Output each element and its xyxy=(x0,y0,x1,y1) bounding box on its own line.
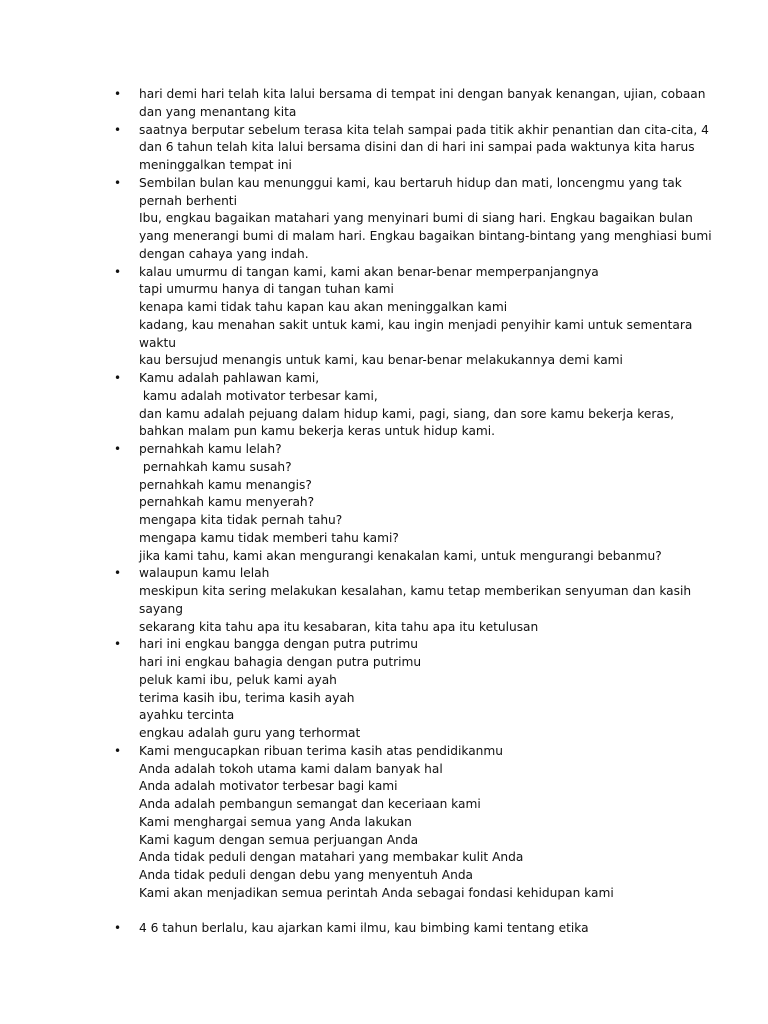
list-item-text-line: pernah berhenti xyxy=(139,193,237,208)
list-item-text-line: meninggalkan tempat ini xyxy=(139,158,292,172)
list-item xyxy=(114,441,674,565)
list-item-text-line: dengan cahaya yang indah. xyxy=(139,246,309,261)
list-item-text-line: kalau umurmu di tangan kami, kami akan benar-benar memperpanjangnya xyxy=(139,264,599,279)
list-item-text-line: mengapa kamu tidak memberi tahu kami? xyxy=(139,530,399,545)
list-item-text-line: Kami kagum dengan semua perjuangan Anda xyxy=(139,832,419,847)
list-item-text-line: Anda adalah tokoh utama kami dalam banyak hal xyxy=(139,761,443,776)
bullet-icon: • xyxy=(114,743,122,758)
bullet-icon: • xyxy=(114,87,122,101)
list-item-text-line: dan yang menantang kita xyxy=(139,104,297,119)
list-item-text-line: mengapa kita tidak pernah tahu? xyxy=(139,513,343,527)
list-item-text-line: pernahkah kamu menyerah? xyxy=(139,495,315,510)
list-item-text-line: saatnya berputar sebelum terasa kita telah sampai pada titik akhir penantian dan cita-cita, 4 xyxy=(139,122,709,137)
list-item-text-line: terima kasih ibu, terima kasih ayah xyxy=(139,690,355,705)
list-item-text-line: Kami akan menjadikan semua perintah Anda sebagai fondasi kehidupan kami xyxy=(139,885,614,900)
bullet-icon: • xyxy=(114,371,122,385)
bullet-icon: • xyxy=(114,442,122,456)
bullet-icon: • xyxy=(114,122,122,137)
bullet-icon: • xyxy=(114,175,122,190)
list-item-text-line: hari ini engkau bangga dengan putra putrimu xyxy=(139,637,419,652)
list-item-text-line: hari demi hari telah kita lalui bersama di tempat ini dengan banyak kenangan, ujian, cobaan xyxy=(139,87,706,101)
list-item xyxy=(114,264,693,371)
list-item-text-line: Anda tidak peduli dengan debu yang menyentuh Anda xyxy=(139,868,474,882)
list-item-text-line: Kamu adalah pahlawan kami, xyxy=(139,371,320,385)
list-item xyxy=(114,920,674,938)
list-item xyxy=(114,565,692,636)
bullet-icon: • xyxy=(114,637,122,652)
list-item-text-line: kamu adalah motivator terbesar kami, xyxy=(139,388,378,403)
list-item-text-line: dan 6 tahun telah kita lalui bersama disini dan di hari ini sampai pada waktunya kita harus xyxy=(139,140,695,155)
list-item-text-line: Sembilan bulan kau menunggui kami, kau bertaruh hidup dan mati, loncengmu yang tak xyxy=(139,175,682,190)
list-item xyxy=(114,743,674,903)
list-item-text-line: Ibu, engkau bagaikan matahari yang menyinari bumi di siang hari. Engkau bagaikan bulan xyxy=(139,211,693,226)
list-item-text-line: Kami menghargai semua yang Anda lakukan xyxy=(139,814,412,829)
list-item-text-line: 4 6 tahun berlalu, kau ajarkan kami ilmu, kau bimbing kami tentang etika xyxy=(139,920,589,935)
list-item-text-line: Anda tidak peduli dengan matahari yang membakar kulit Anda xyxy=(139,850,524,865)
list-item-text-line: Anda adalah motivator terbesar bagi kami xyxy=(139,779,398,794)
list-item-text-line: meskipun kita sering melakukan kesalahan, kamu tetap memberikan senyuman dan kasih xyxy=(139,584,692,598)
list-item xyxy=(114,86,706,122)
list-item-text-line: walaupun kamu lelah xyxy=(139,566,270,581)
list-item xyxy=(114,636,674,743)
list-item-text-line: hari ini engkau bahagia dengan putra putrimu xyxy=(139,655,422,669)
bullet-list xyxy=(114,86,712,937)
list-item-text-line: pernahkah kamu lelah? xyxy=(139,442,282,456)
bullet-icon: • xyxy=(114,920,122,935)
bullet-icon: • xyxy=(114,566,122,581)
list-item-text-line: jika kami tahu, kami akan mengurangi kenakalan kami, untuk mengurangi bebanmu? xyxy=(139,548,662,563)
list-item-text-line: Kami mengucapkan ribuan terima kasih atas pendidikanmu xyxy=(139,743,503,758)
list-item-text-line: pernahkah kamu menangis? xyxy=(139,477,312,492)
bullet-icon: • xyxy=(114,264,122,279)
list-item-text-line: kau bersujud menangis untuk kami, kau benar-benar melakukannya demi kami xyxy=(139,353,623,368)
list-item-text-line: tapi umurmu hanya di tangan tuhan kami xyxy=(139,282,394,297)
list-item xyxy=(114,175,712,264)
list-item xyxy=(114,122,709,175)
list-item-text-line: waktu xyxy=(139,335,176,350)
list-item-text-line: pernahkah kamu susah? xyxy=(139,459,292,474)
list-item xyxy=(114,370,674,441)
list-item-text-line: sayang xyxy=(139,601,183,616)
list-item-text-line: peluk kami ibu, peluk kami ayah xyxy=(139,672,337,687)
list-item-text-line: bahkan malam pun kamu bekerja keras untuk hidup kami. xyxy=(139,424,496,439)
list-item-text-line: ayahku tercinta xyxy=(139,708,235,723)
list-item-text-line: kenapa kami tidak tahu kapan kau akan meninggalkan kami xyxy=(139,300,508,314)
list-item-text-line: engkau adalah guru yang terhormat xyxy=(139,726,361,740)
list-item-text-line: Anda adalah pembangun semangat dan keceriaan kami xyxy=(139,797,481,811)
list-item-text-line: kadang, kau menahan sakit untuk kami, kau ingin menjadi penyihir kami untuk sementara xyxy=(139,317,693,332)
list-item-text-line: sekarang kita tahu apa itu kesabaran, kita tahu apa itu ketulusan xyxy=(139,619,539,634)
list-item-text-line: dan kamu adalah pejuang dalam hidup kami, pagi, siang, dan sore kamu bekerja keras, xyxy=(139,406,675,421)
list-item-text-line: yang menerangi bumi di malam hari. Engkau bagaikan bintang-bintang yang menghiasi bumi xyxy=(139,229,712,243)
